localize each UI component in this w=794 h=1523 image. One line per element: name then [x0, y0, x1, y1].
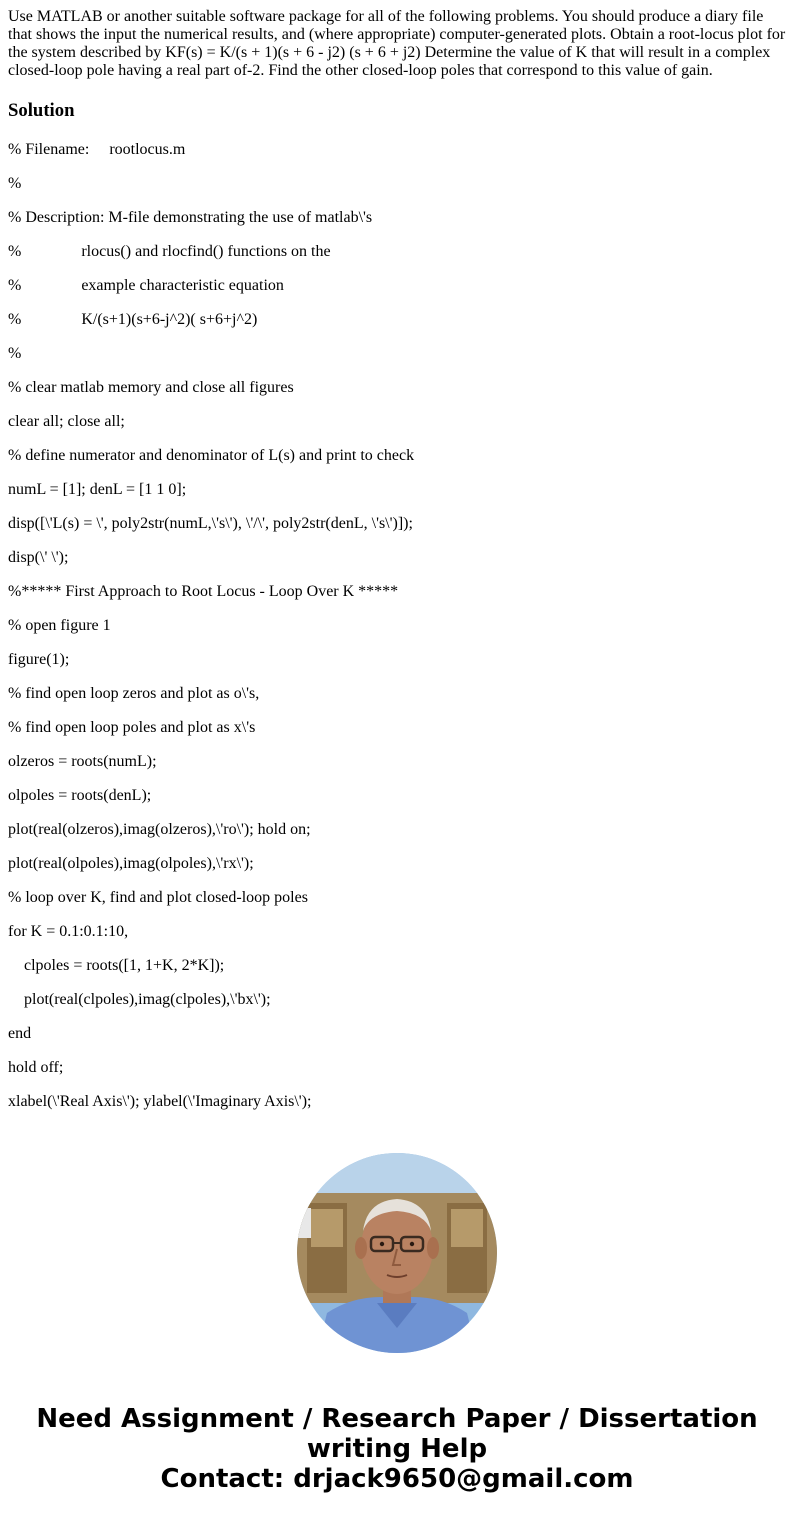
code-line: % [8, 175, 22, 192]
code-line: plot(real(olzeros),imag(olzeros),\'ro\'); hold on; [8, 821, 311, 838]
code-line: % open figure 1 [8, 617, 111, 634]
contact-line: Contact: drjack9650@gmail.com [160, 1464, 634, 1494]
code-line: % K/(s+1)(s+6-j^2)( s+6+j^2) [8, 311, 258, 328]
code-line: olzeros = roots(numL); [8, 753, 157, 770]
code-line: % Description: M-file demonstrating the use of matlab\'s [8, 209, 373, 226]
code-line: clear all; close all; [8, 413, 125, 430]
code-line: plot(real(clpoles),imag(clpoles),\'bx\'); [8, 991, 271, 1008]
code-line: olpoles = roots(denL); [8, 787, 152, 804]
code-line: disp(\' \'); [8, 549, 69, 566]
code-line: disp([\'L(s) = \', poly2str(numL,\'s\'), \'/\', poly2str(denL, \'s\')]); [8, 515, 413, 532]
problem-statement: Use MATLAB or another suitable software package for all of the following problems. You should produce a diary file that shows the input the numerical results, and (where appropriate) computer-generated plots. Obtain a root-locus plot for the system described by KF(s) = K/(s + 1)(s + 6 - j2) (s + 6 + j2) Determine the value of K that will result in a complex closed-loop pole having a real part of-2. Find the other closed-loop poles that correspond to this value of gain. [8, 8, 786, 79]
code-line: %***** First Approach to Root Locus - Loop Over K ***** [8, 583, 399, 600]
code-line: figure(1); [8, 651, 70, 668]
code-line: % Filename: rootlocus.m [8, 141, 186, 158]
code-line: numL = [1]; denL = [1 1 0]; [8, 481, 187, 498]
code-line: clpoles = roots([1, 1+K, 2*K]); [8, 957, 225, 974]
code-line: % find open loop poles and plot as x\'s [8, 719, 256, 736]
code-line: % define numerator and denominator of L(s) and print to check [8, 447, 415, 464]
solution-heading: Solution [8, 100, 75, 121]
code-line: for K = 0.1:0.1:10, [8, 923, 129, 940]
code-line: % rlocus() and rlocfind() functions on the [8, 243, 331, 260]
promo-line-1: Need Assignment / Research Paper / Dissertation [36, 1404, 758, 1434]
code-line: plot(real(olpoles),imag(olpoles),\'rx\'); [8, 855, 254, 872]
code-line: % example characteristic equation [8, 277, 284, 294]
promo-line-2: writing Help [306, 1434, 488, 1464]
code-line: end [8, 1025, 32, 1042]
code-line: % loop over K, find and plot closed-loop poles [8, 889, 308, 906]
code-line: % [8, 345, 22, 362]
code-line: % find open loop zeros and plot as o\'s, [8, 685, 260, 702]
code-line: % clear matlab memory and close all figures [8, 379, 294, 396]
code-line: xlabel(\'Real Axis\'); ylabel(\'Imaginary Axis\'); [8, 1093, 312, 1110]
promo-footer [0, 1404, 794, 1494]
matlab-code-block [8, 141, 786, 1111]
author-avatar [297, 1153, 497, 1353]
code-line: hold off; [8, 1059, 64, 1076]
author-photo [297, 1153, 497, 1353]
